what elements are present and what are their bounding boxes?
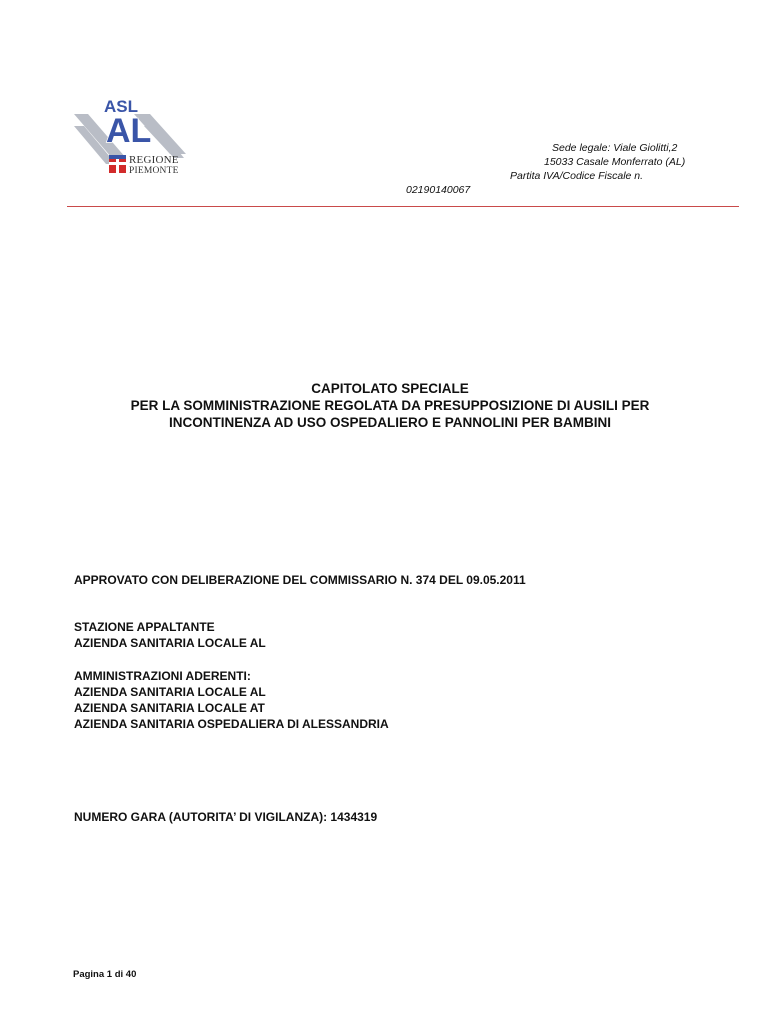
title-line-3: INCONTINENZA AD USO OSPEDALIERO E PANNOLINI PER BAMBINI	[168, 415, 612, 430]
page-number: Pagina 1 di 40	[73, 969, 137, 980]
address-line-4: 02190140067	[406, 184, 471, 196]
amministrazioni-item: AZIENDA SANITARIA OSPEDALIERA DI ALESSANDRIA	[74, 717, 389, 731]
address-line-2: 15033 Casale Monferrato (AL)	[544, 156, 686, 168]
logo-al-text: AL	[106, 112, 152, 150]
stazione-heading: STAZIONE APPALTANTE	[74, 620, 215, 634]
amministrazioni-item: AZIENDA SANITARIA LOCALE AT	[74, 701, 265, 715]
logo-asl-text: ASL	[104, 97, 138, 116]
piemonte-flag-icon	[109, 155, 126, 173]
address-line-1: Sede legale: Viale Giolitti,2	[552, 142, 678, 154]
logo-regione-line1: REGIONE	[129, 154, 179, 166]
amministrazioni-item: AZIENDA SANITARIA LOCALE AL	[74, 685, 266, 699]
amministrazioni-heading: AMMINISTRAZIONI ADERENTI:	[74, 669, 251, 683]
title-line-2: PER LA SOMMINISTRAZIONE REGOLATA DA PRESUPPOSIZIONE DI AUSILI PER	[130, 398, 650, 413]
header-divider	[67, 206, 739, 207]
address-line-3: Partita IVA/Codice Fiscale n.	[510, 170, 644, 182]
logo-regione-text	[129, 155, 179, 177]
numero-gara: NUMERO GARA (AUTORITA’ DI VIGILANZA): 1434319	[74, 810, 378, 824]
approval-statement: APPROVATO CON DELIBERAZIONE DEL COMMISSARIO N. 374 DEL 09.05.2011	[74, 573, 526, 587]
logo-regione-line2: PIEMONTE	[129, 166, 179, 176]
document-title	[40, 380, 740, 431]
stazione-value: AZIENDA SANITARIA LOCALE AL	[74, 636, 266, 650]
title-line-1: CAPITOLATO SPECIALE	[311, 381, 469, 396]
